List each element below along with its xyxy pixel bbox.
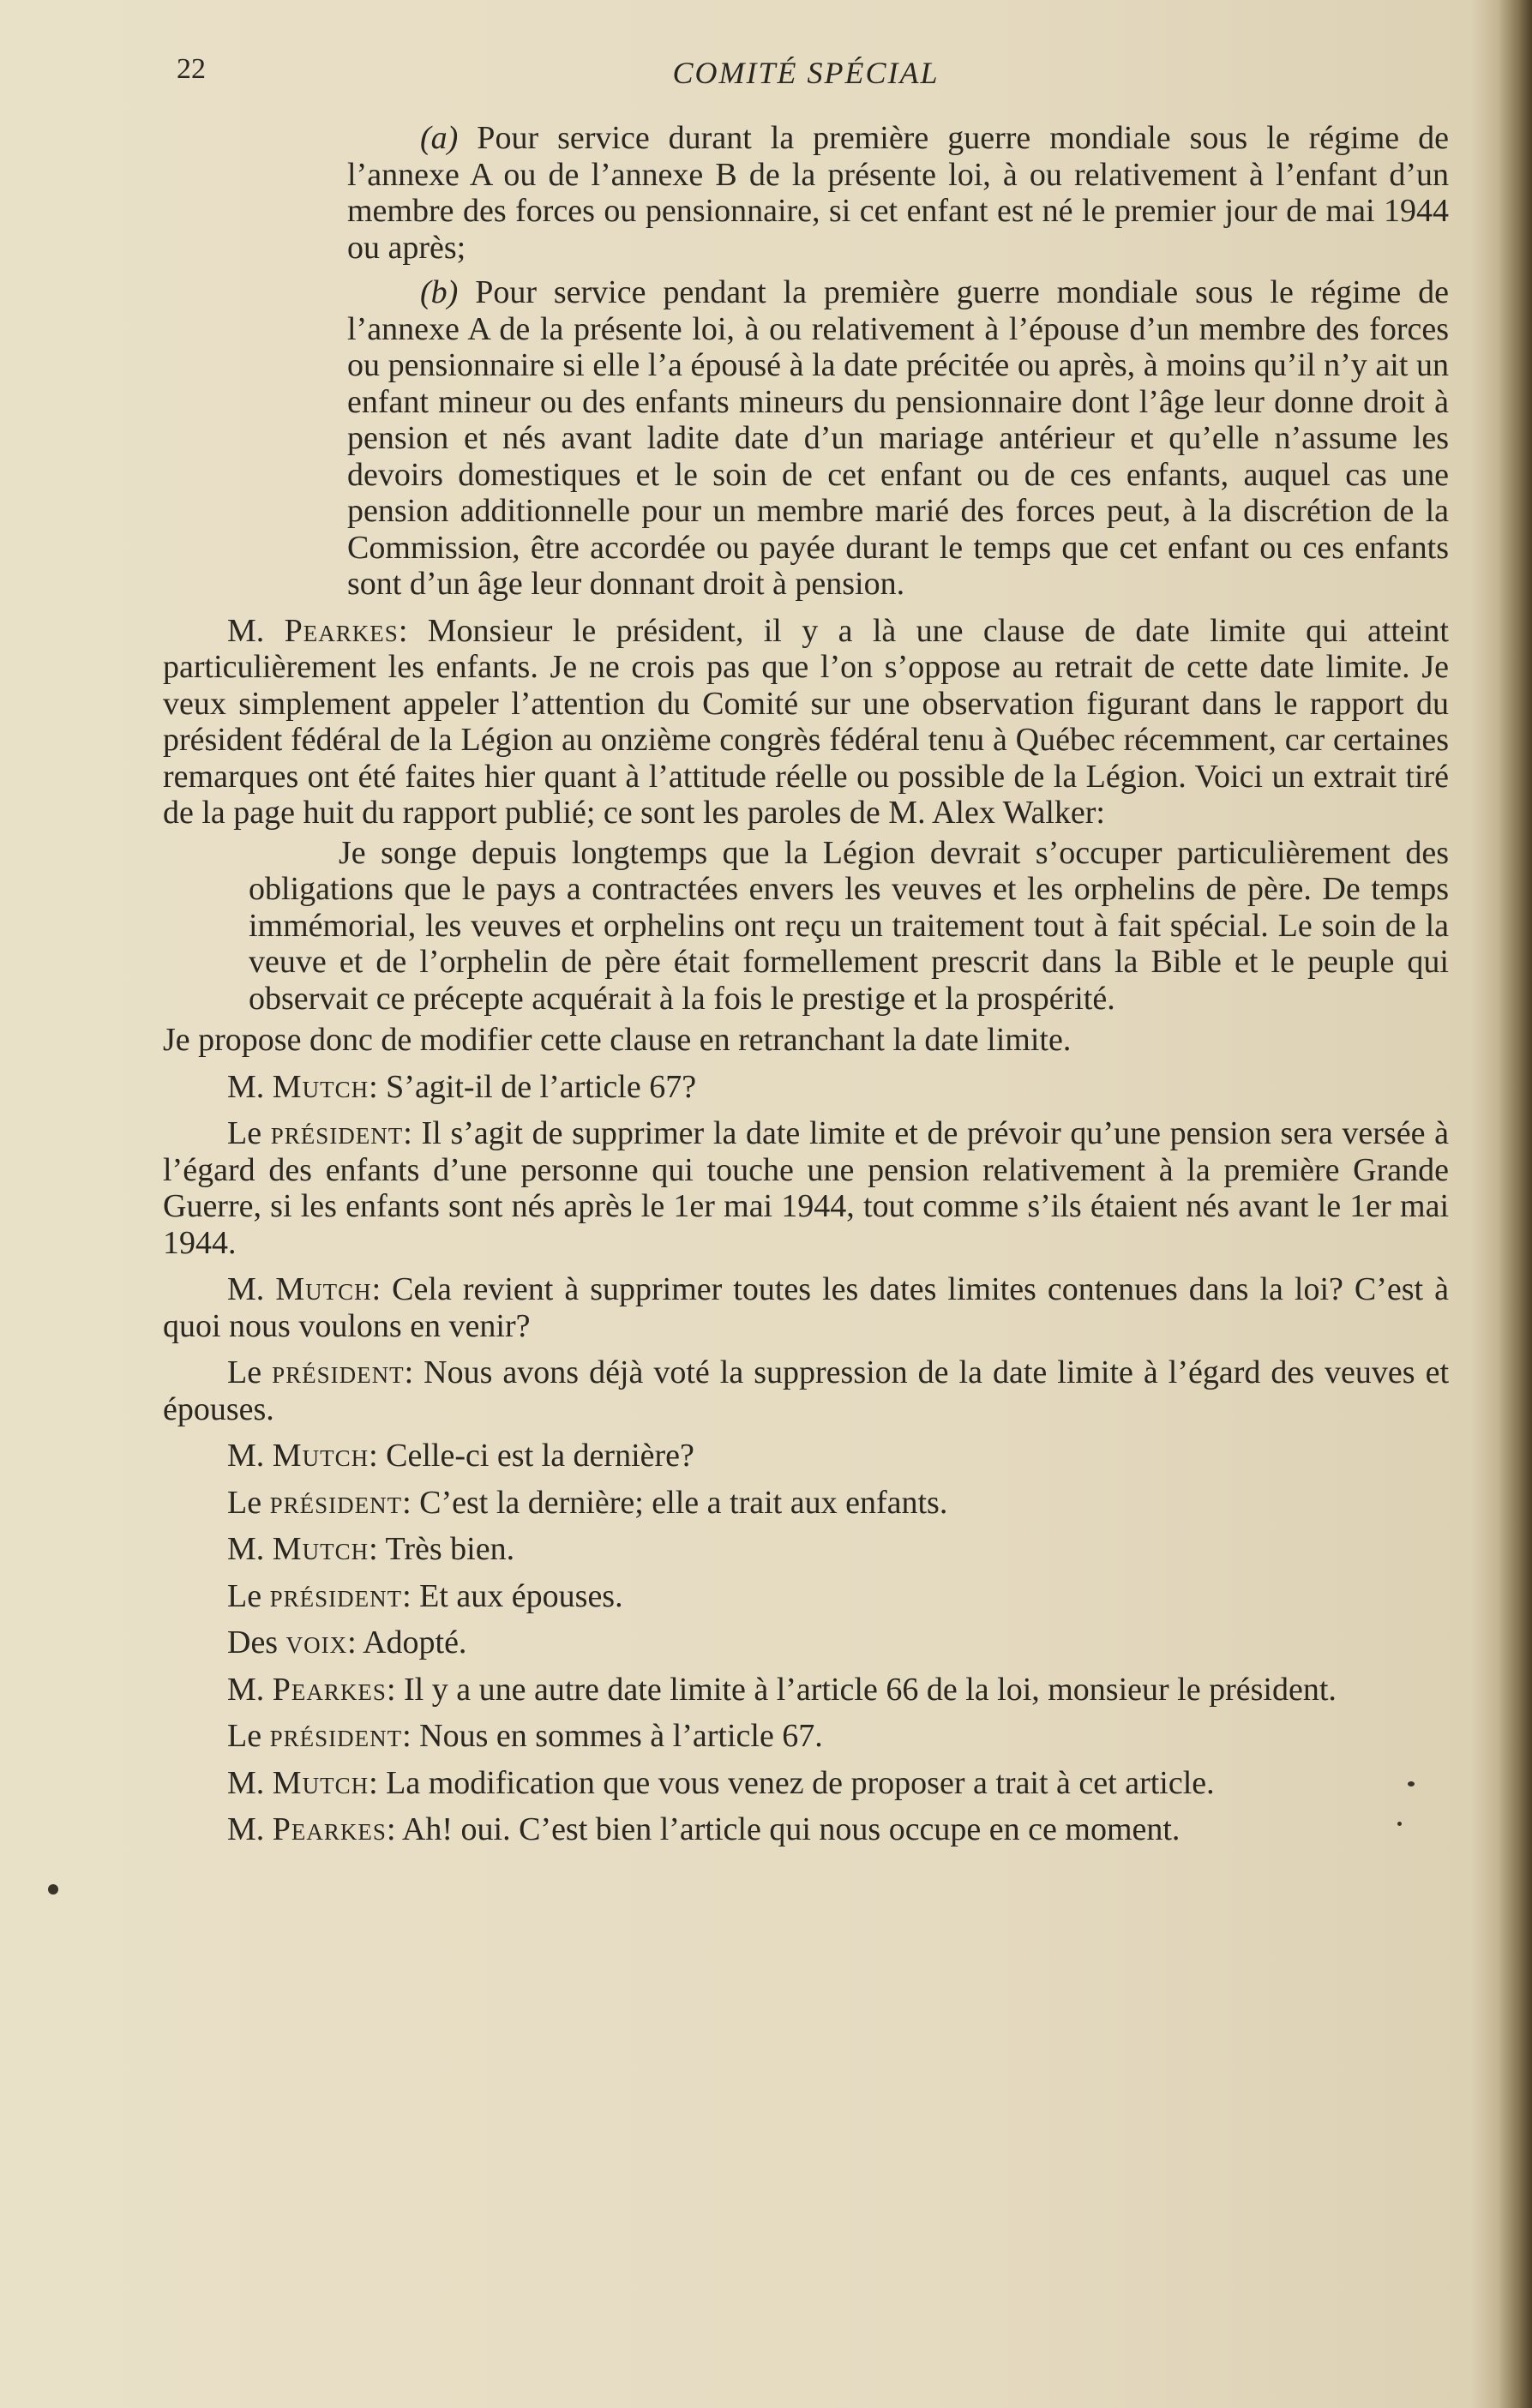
- speech-paragraph: [163, 1438, 1449, 1474]
- speech-text: : Et aux épouses.: [402, 1577, 623, 1614]
- running-title: COMITÉ SPÉCIAL: [672, 56, 940, 90]
- speech-text: : Très bien.: [369, 1531, 515, 1567]
- speaker-name: président: [269, 1718, 403, 1754]
- speech-paragraph: [163, 613, 1449, 832]
- speaker-name: président: [270, 1115, 404, 1151]
- clause-text: Pour service durant la première guerre mondiale sous le régime de l’annexe A ou de l’annexe B de la présente loi, à ou relativement à l’enfant d’un membre des forces ou pensionnaire, si cet enfant est né le premier jour de mai 1944 ou après;: [347, 120, 1449, 266]
- speech-paragraph: [163, 1765, 1449, 1802]
- speaker-name: Mutch: [272, 1531, 369, 1567]
- speaker-prefix: Le: [227, 1354, 273, 1390]
- speech-text: : La modification que vous venez de proposer a trait à cet article.: [369, 1764, 1215, 1801]
- speaker-prefix: M.: [227, 1764, 273, 1801]
- speech-paragraph: [163, 1811, 1449, 1848]
- continuation-paragraph: Je propose donc de modifier cette clause en retranchant la date limite.: [163, 1022, 1072, 1058]
- speech-text: : Monsieur le président, il y a là une clause de date limite qui atteint particulièrement les enfants. Je ne crois pas que l’on s’oppose au retrait de cette date limite. Je veux simplement appeler l’attention du Comité sur une observation figurant dans le rapport du président fédéral de la Légion au onzième congrès fédéral tenu à Québec récemment, car certaines remarques ont été faites hier quant à l’attitude réelle ou possible de la Légion. Voici un extrait tiré de la page huit du rapport publié; ce sont les paroles de M. Alex Walker:: [163, 612, 1449, 831]
- block-quote: Je songe depuis longtemps que la Légion devrait s’occuper particulièrement des obligations que le pays a contractées envers les veuves et les orphelins de père. De temps immémorial, les veuves et orphelins ont reçu un traitement tout à fait spécial. Le soin de la veuve et de l’orphelin de père était formellement prescrit dans la Bible et le peuple qui observait ce précepte acquérait à la fois le prestige et la prospérité.: [249, 834, 1449, 1017]
- speaker-prefix: M.: [227, 1531, 273, 1567]
- speech-paragraph: [163, 1672, 1449, 1708]
- speaker-prefix: Des: [227, 1624, 286, 1660]
- clause-marker: (a): [420, 120, 459, 156]
- speaker-name: président: [269, 1484, 403, 1521]
- speaker-name: voix: [285, 1624, 348, 1660]
- speaker-name: Mutch: [272, 1438, 369, 1474]
- page-number: 22: [177, 53, 206, 85]
- speaker-name: Pearkes: [272, 1811, 387, 1847]
- speech-text: : Il y a une autre date limite à l’article 66 de la loi, monsieur le président.: [386, 1671, 1337, 1708]
- speech-text: : Ah! oui. C’est bien l’article qui nous occupe en ce moment.: [386, 1811, 1181, 1847]
- speaker-name: Pearkes: [284, 612, 399, 649]
- speech-text: : Il s’agit de supprimer la date limite et de prévoir qu’une pension sera versée à l’égard des enfants d’une personne qui touche une pension relativement à la première Grande Guerre, si les enfants sont nés après le 1er mai 1944, tout comme s’ils étaient nés avant le 1er mai 1944.: [163, 1115, 1450, 1261]
- speaker-prefix: M.: [227, 1068, 273, 1105]
- page-body: [163, 120, 1449, 1848]
- ink-speck: [48, 1884, 58, 1895]
- speaker-name: président: [269, 1577, 403, 1614]
- speaker-prefix: M.: [227, 612, 285, 649]
- speech-text: : Nous avons déjà voté la suppression de la date limite à l’égard des veuves et épouses.: [163, 1354, 1450, 1427]
- speech-text: : Cela revient à supprimer toutes les dates limites contenues dans la loi? C’est à quoi nous voulons en venir?: [163, 1271, 1449, 1344]
- speech-text: : Celle-ci est la dernière?: [369, 1438, 694, 1474]
- speaker-prefix: M.: [227, 1271, 276, 1307]
- speech-paragraph: [163, 1115, 1449, 1261]
- speech-paragraph: [163, 1578, 1449, 1615]
- speaker-prefix: M.: [227, 1438, 273, 1474]
- speaker-name: président: [272, 1354, 405, 1390]
- clause-text: Pour service pendant la première guerre mondiale sous le régime de l’annexe A de la présente loi, à ou relativement à l’épouse d’un membre des forces ou pensionnaire si elle l’a épousé à la date précitée ou après, à moins qu’il n’y ait un enfant mineur ou des enfants mineurs du pensionnaire dont l’âge leur donne droit à pension et nés avant ladite date d’un mariage antérieur et qu’elle n’assume les devoirs domestiques et le soin de cet enfant ou de ces enfants, auquel cas une pension additionnelle pour un membre marié des forces peut, à la discrétion de la Commission, être accordée ou payée durant le temps que cet enfant ou ces enfants sont d’un âge leur donnant droit à pension.: [347, 274, 1449, 602]
- speech-paragraph: [163, 1531, 1449, 1568]
- speech-paragraph: [163, 1271, 1449, 1344]
- speaker-name: Mutch: [272, 1068, 369, 1105]
- speech-paragraph: [163, 1485, 1449, 1522]
- clause-marker: (b): [420, 274, 459, 310]
- speaker-prefix: M.: [227, 1811, 273, 1847]
- speech-text: : Nous en sommes à l’article 67.: [402, 1718, 823, 1754]
- page-edge-shadow: [1498, 0, 1532, 2408]
- speech-text: : C’est la dernière; elle a trait aux enfants.: [402, 1484, 948, 1521]
- speaker-name: Pearkes: [272, 1671, 387, 1708]
- speaker-prefix: Le: [227, 1577, 270, 1614]
- speech-text: : S’agit-il de l’article 67?: [369, 1068, 697, 1105]
- clause-a: [347, 120, 1449, 266]
- speaker-name: Mutch: [272, 1764, 369, 1801]
- speech-paragraph: [163, 1354, 1449, 1427]
- page-header: [163, 53, 1449, 96]
- clause-b: [347, 274, 1449, 603]
- ink-speck: [1397, 1822, 1402, 1826]
- speech-text: : Adopté.: [347, 1624, 467, 1660]
- speech-paragraph: [163, 1718, 1449, 1755]
- speech-paragraph: [163, 1069, 1449, 1106]
- speaker-prefix: M.: [227, 1671, 273, 1708]
- ink-speck: [1408, 1781, 1415, 1786]
- speech-paragraph: [163, 1624, 1449, 1661]
- speaker-name: Mutch: [275, 1271, 372, 1307]
- speaker-prefix: Le: [227, 1115, 271, 1151]
- speaker-prefix: Le: [227, 1718, 270, 1754]
- speaker-prefix: Le: [227, 1484, 270, 1521]
